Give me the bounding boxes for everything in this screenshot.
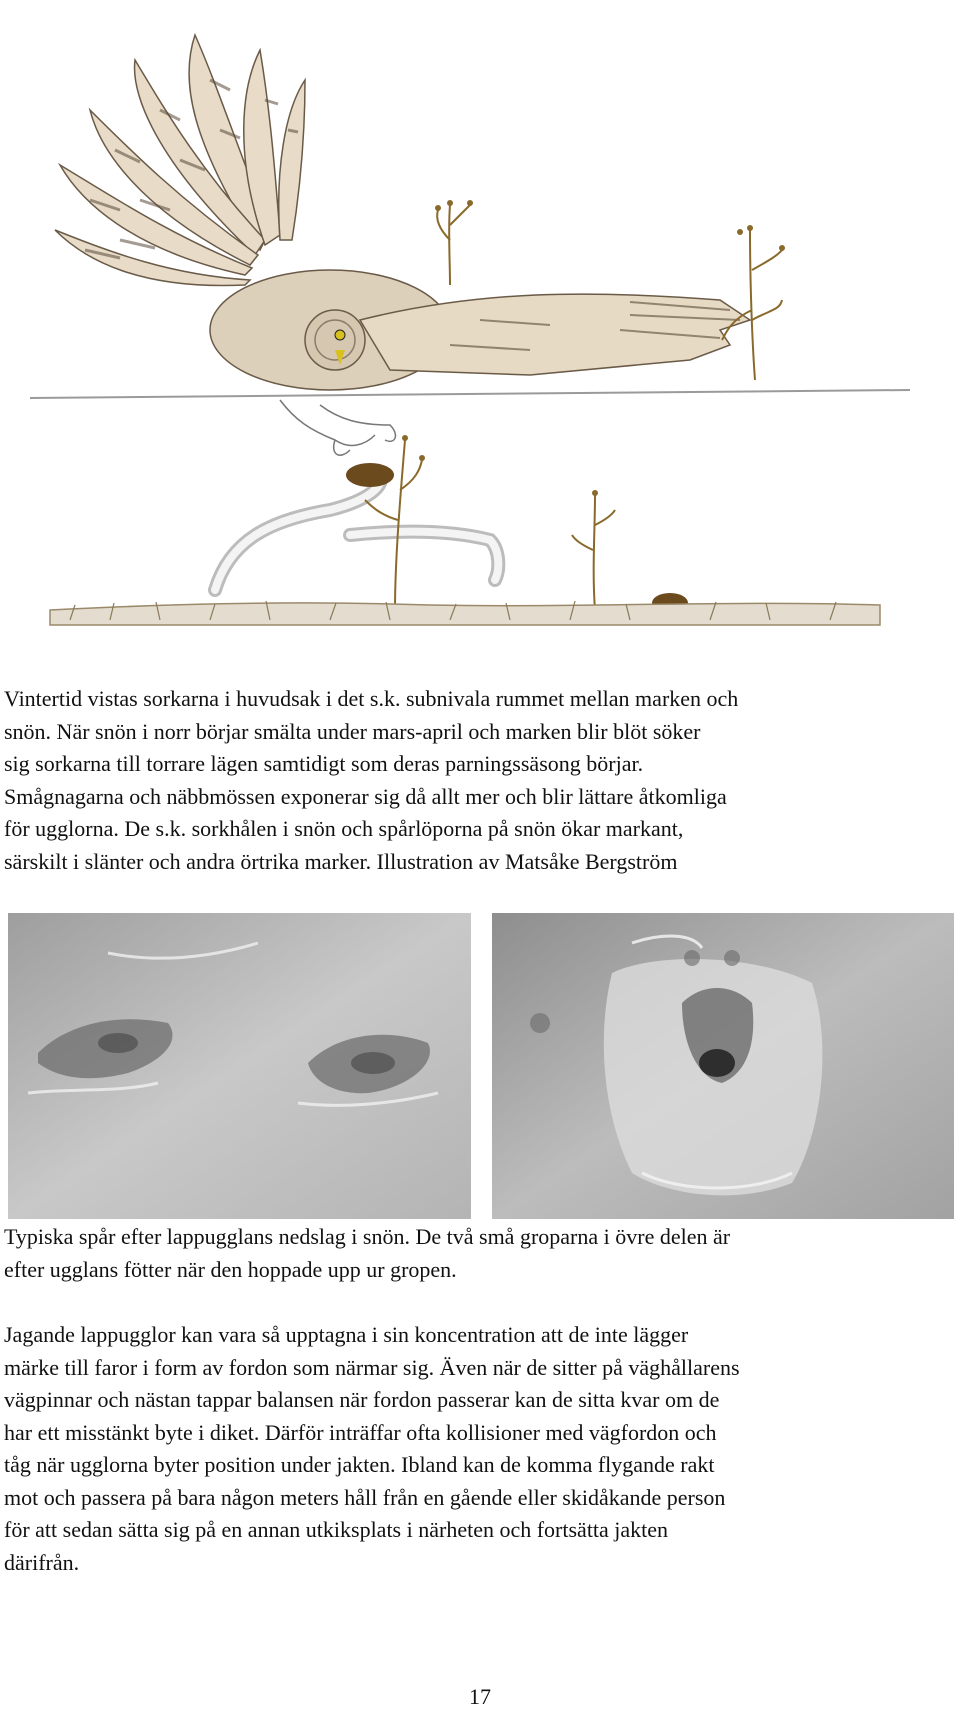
body-paragraph: [4, 1319, 956, 1579]
owl-talons: [280, 400, 395, 455]
page-number: 17: [469, 1684, 491, 1709]
paragraph-line: Jagande lappugglor kan vara så upptagna i sin koncentration att de inte lägger: [4, 1322, 689, 1347]
paragraph-line: för att sedan sätta sig på en annan utkiksplats i närheten och fortsätta jakten: [4, 1517, 669, 1542]
caption-line: Vintertid vistas sorkarna i huvudsak i det s.k. subnivala rummet mellan marken och: [4, 686, 739, 711]
caption-line: Smågnagarna och näbbmössen exponerar sig då allt mer och blir lättare åtkomliga: [4, 783, 727, 809]
paragraph-line: har ett misstänkt byte i diket. Därför inträffar ofta kollisioner med vägfordon och: [4, 1419, 717, 1445]
vole: [346, 463, 394, 487]
photo-caption: [4, 1221, 956, 1286]
grass-line: [50, 603, 880, 625]
caption-line: för ugglorna. De s.k. sorkhålen i snön och spårlöporna på snön ökar markant,: [4, 816, 684, 841]
illustration-caption: [4, 683, 956, 878]
plants: [365, 205, 782, 610]
caption-line: Typiska spår efter lappugglans nedslag i snön. De två små groparna i övre delen är: [4, 1224, 731, 1249]
owl-head: [305, 310, 365, 370]
caption-line: efter ugglans fötter när den hoppade upp ur gropen.: [4, 1256, 457, 1282]
snow-track-photo-right: [492, 913, 954, 1219]
paragraph-line: märke till faror i form av fordon som närmar sig. Även när de sitter på väghållarens: [4, 1354, 740, 1380]
caption-line: sig sorkarna till torrare lägen samtidigt som deras parningssäsong börjar.: [4, 751, 644, 776]
paragraph-line: mot och passera på bara någon meters håll från en gående eller skidåkande person: [4, 1484, 726, 1510]
snow-track-photo-left: [8, 913, 471, 1219]
owl-eye: [335, 330, 345, 340]
paragraph-line: vägpinnar och nästan tappar balansen när fordon passerar kan de sitta kvar om de: [4, 1387, 720, 1412]
paragraph-line: därifrån.: [4, 1549, 80, 1575]
paragraph-line: tåg när ugglorna byter position under jakten. Ibland kan de komma flygande rakt: [4, 1452, 715, 1477]
owl-illustration: [30, 20, 940, 670]
caption-line: snön. När snön i norr börjar smälta under mars-april och marken blir blöt söker: [4, 718, 701, 744]
caption-line: särskilt i slänter och andra örtrika marker. Illustration av Matsåke Bergström: [4, 848, 678, 874]
